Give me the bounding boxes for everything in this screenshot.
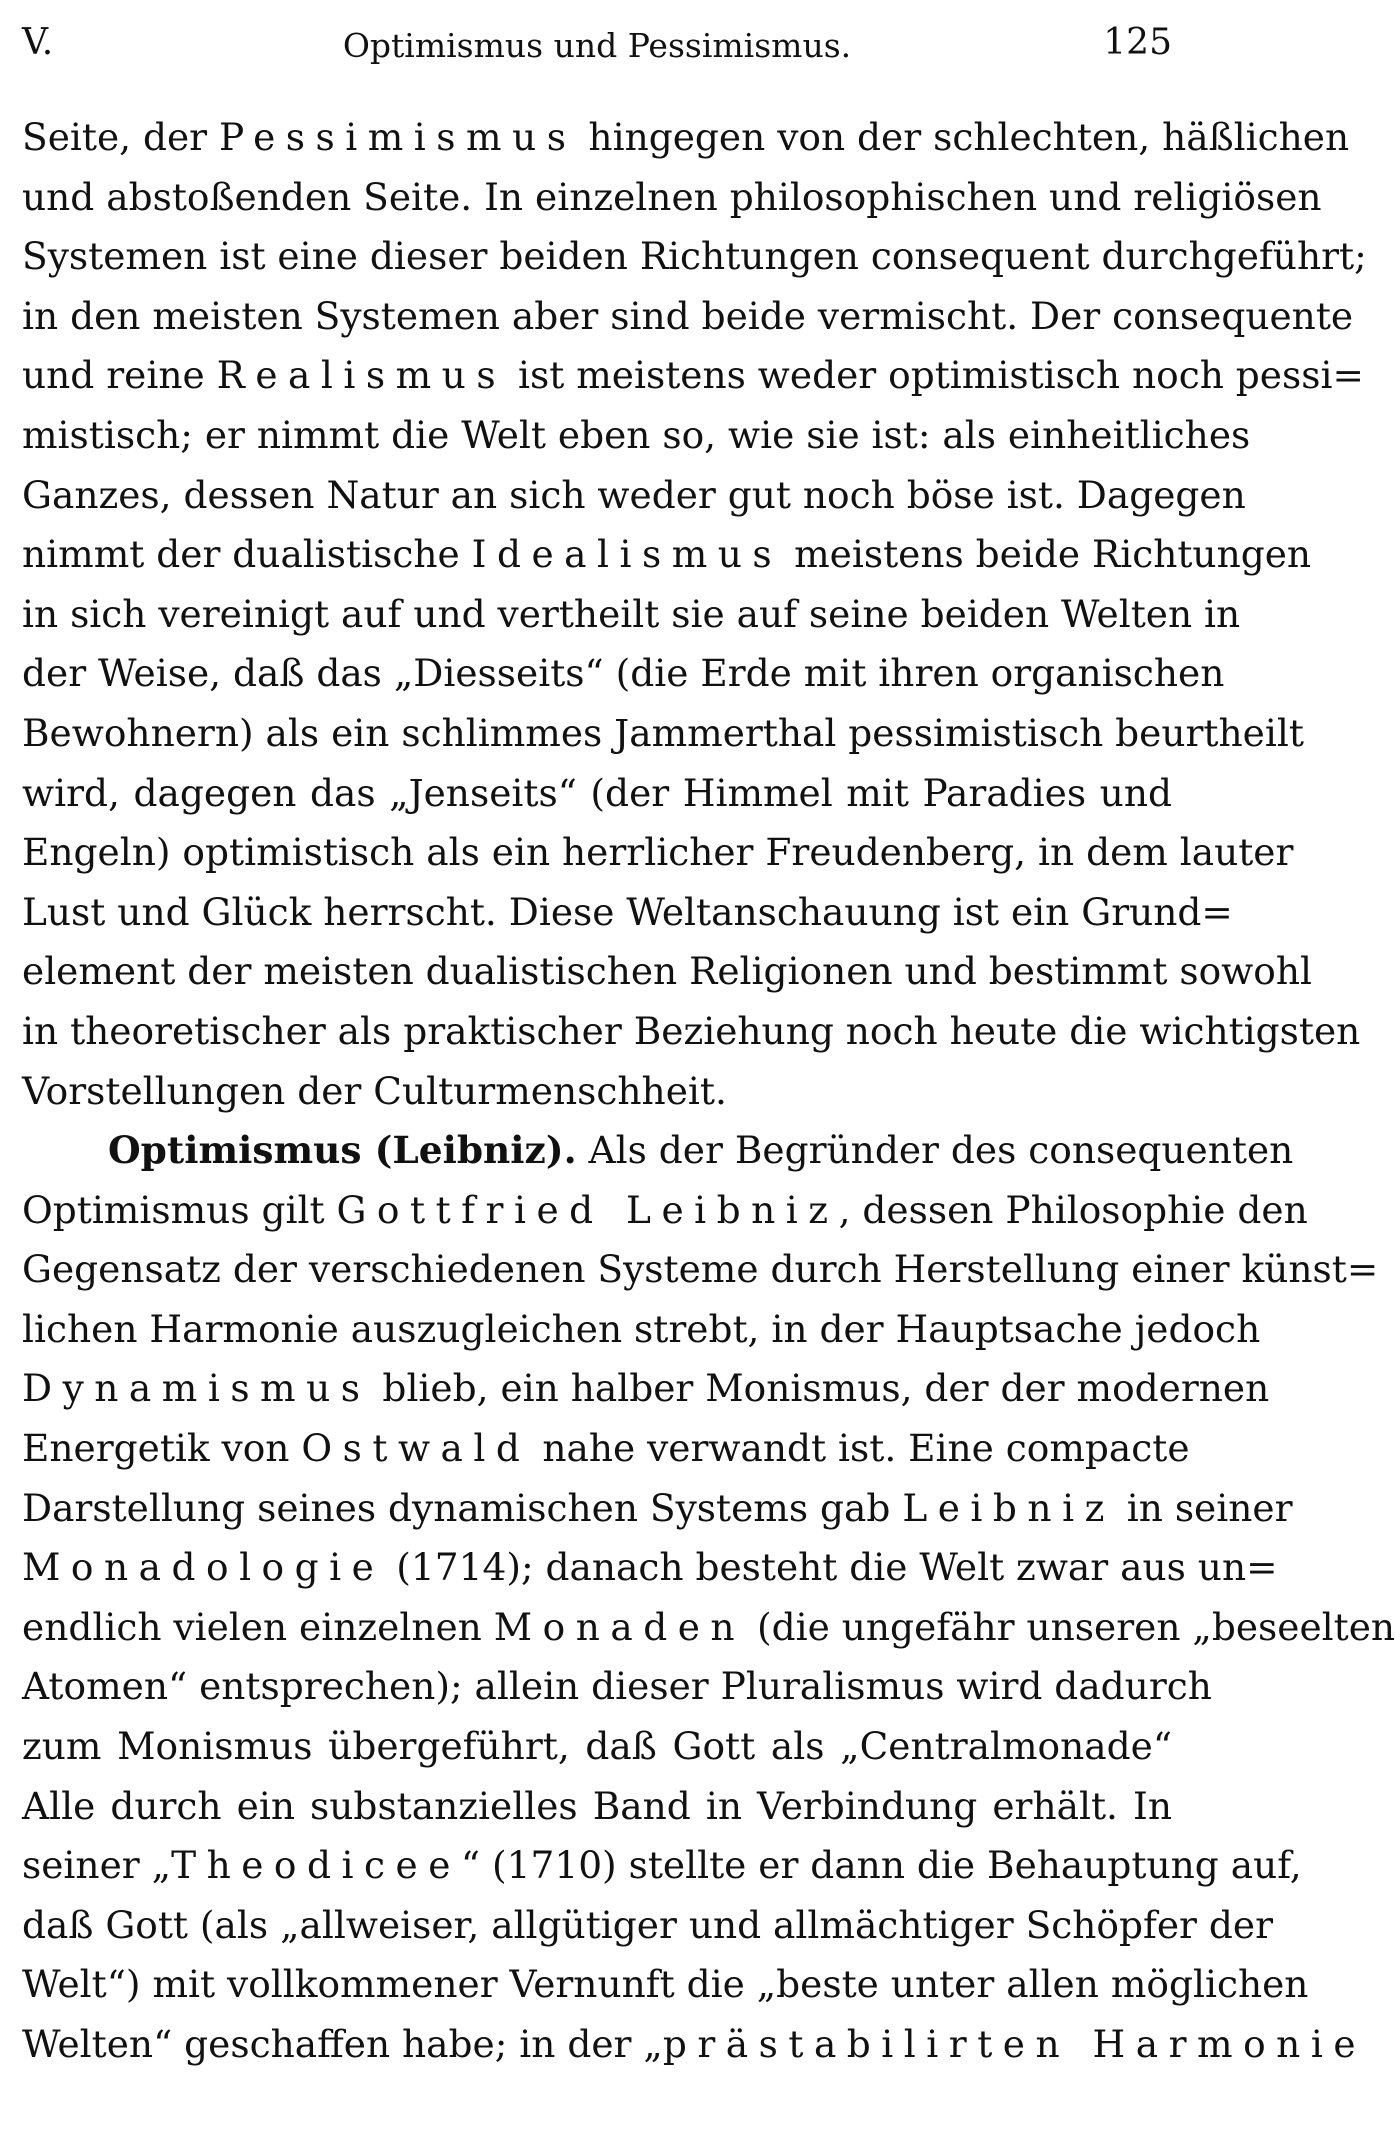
emphasized-term: Idealismus: [471, 532, 783, 577]
text-run: wird, dagegen das „Jenseits“ (der Himmel mit Paradies und: [22, 770, 1172, 815]
text-run: Als der Begründer des consequenten: [576, 1128, 1294, 1173]
text-line: [22, 1300, 1261, 1360]
text-line: [22, 406, 1251, 466]
emphasized-term: Pessimismus: [219, 115, 577, 159]
text-run: und abstoßenden Seite. In einzelnen philosophischen und religiösen: [22, 174, 1322, 219]
text-run: in den meisten Systemen aber sind beide vermischt. Der consequente: [22, 293, 1354, 338]
text-run: in seiner: [1114, 1485, 1293, 1530]
emphasized-term: Ostwald: [301, 1426, 531, 1471]
text-run: Lust und Glück herrscht. Diese Weltanschauung ist ein Grund=: [22, 889, 1233, 934]
text-line: [22, 823, 1294, 883]
text-run: (die ungefähr unseren „beseelten: [745, 1604, 1395, 1649]
emphasized-term: prästabilirten Harmonie: [662, 2022, 1367, 2066]
emphasized-term: Monaden: [493, 1604, 746, 1649]
text-run: Atomen“ entsprechen); allein dieser Pluralismus wird dadurch: [22, 1664, 1212, 1709]
text-run: Gegensatz der verschiedenen Systeme durch Herstellung einer künst=: [22, 1247, 1379, 1292]
text-run: Systemen ist eine dieser beiden Richtungen consequent durchgeführt;: [22, 234, 1367, 279]
text-run: element der meisten dualistischen Religionen und bestimmt sowohl: [22, 949, 1312, 994]
text-run: (1714); danach besteht die Welt zwar aus un=: [384, 1545, 1278, 1590]
text-line: [22, 1717, 1172, 1777]
text-run: der Weise, daß das „Diesseits“ (die Erde mit ihren organischen: [22, 651, 1225, 696]
text-run: nahe verwandt ist. Eine compacte: [530, 1426, 1190, 1471]
text-run: zum Monismus übergeführt, daß Gott als „Centralmonade“: [22, 1724, 1172, 1769]
text-run: lichen Harmonie auszugleichen strebt, in der Hauptsache jedoch: [22, 1306, 1261, 1351]
text-line: [22, 1062, 1172, 1122]
text-line: [22, 287, 1354, 347]
text-line: [22, 1181, 1308, 1241]
text-line: [22, 1359, 1270, 1419]
emphasized-term: Realismus: [216, 353, 507, 398]
text-line: [22, 764, 1172, 824]
text-line: [22, 1777, 1172, 1837]
text-line: [22, 108, 1350, 168]
text-run: “ (1710) stellte er dann die Behauptung auf,: [460, 1843, 1302, 1888]
text-line: [22, 466, 1246, 526]
text-run: , dessen Philosophie den: [838, 1187, 1308, 1232]
text-run: Energetik von: [22, 1426, 302, 1471]
text-line: [22, 883, 1233, 943]
text-line: [22, 585, 1241, 645]
text-run: Engeln) optimistisch als ein herrlicher Freudenberg, in dem lauter: [22, 830, 1294, 875]
text-run: Welt“) mit vollkommener Vernunft die „beste unter allen möglichen: [22, 1962, 1309, 2007]
text-run: endlich vielen einzelnen: [22, 1604, 494, 1649]
text-line: [22, 525, 1312, 585]
text-line: [22, 704, 1304, 764]
text-run: ist meistens weder optimistisch noch pessi=: [506, 353, 1364, 398]
text-line: [22, 1419, 1190, 1479]
text-line: [22, 346, 1364, 406]
text-run: mistisch; er nimmt die Welt eben so, wie sie ist: als einheitliches: [22, 412, 1251, 457]
chapter-number: V.: [22, 22, 54, 63]
section-heading: Optimismus (Leibniz).: [108, 1128, 577, 1173]
text-line: [22, 1598, 1395, 1658]
text-run: Seite, der: [22, 115, 220, 159]
text-line: [22, 227, 1367, 287]
running-header: [22, 22, 1172, 78]
text-run: in theoretischer als praktischer Beziehung noch heute die wichtigsten: [22, 1008, 1361, 1053]
text-run: Ganzes, dessen Natur an sich weder gut noch böse ist. Dagegen: [22, 472, 1246, 517]
text-run: und reine: [22, 353, 217, 398]
text-run: hingegen von der schlechten, häßlichen: [576, 115, 1350, 159]
text-run: Welten“ geschaffen habe; in der „: [22, 2022, 663, 2066]
text-line: [22, 168, 1322, 228]
emphasized-term: Gottfried Leibniz: [336, 1187, 839, 1232]
text-line: [22, 1836, 1302, 1896]
emphasized-term: Theodicee: [171, 1843, 461, 1888]
text-line: [22, 942, 1312, 1002]
page-number: 125: [1103, 22, 1172, 63]
body-text: [22, 108, 1395, 2075]
text-run: in sich vereinigt auf und vertheilt sie auf seine beiden Welten in: [22, 591, 1241, 636]
running-title: Optimismus und Pessimismus.: [342, 26, 852, 65]
text-run: Bewohnern) als ein schlimmes Jammerthal pessimistisch beurtheilt: [22, 710, 1304, 755]
text-line: [22, 1955, 1309, 2015]
text-run: seiner „: [22, 1843, 172, 1888]
text-line: [22, 2015, 1367, 2075]
text-run: nimmt der dualistische: [22, 532, 472, 577]
emphasized-term: Dynamismus: [22, 1366, 371, 1411]
text-line: [22, 644, 1225, 704]
emphasized-term: Leibniz: [902, 1485, 1115, 1530]
text-run: Darstellung seines dynamischen Systems gab: [22, 1485, 903, 1530]
text-run: Optimismus gilt: [22, 1187, 337, 1232]
text-line: [22, 1479, 1293, 1539]
text-line: [22, 1002, 1361, 1062]
text-run: daß Gott (als „allweiser, allgütiger und allmächtiger Schöpfer der: [22, 1902, 1274, 1947]
text-run: blieb, ein halber Monismus, der der modernen: [370, 1366, 1270, 1411]
text-line: [22, 1121, 1294, 1181]
text-line: [22, 1896, 1274, 1956]
text-run: meistens beide Richtungen: [782, 532, 1312, 577]
text-line: [22, 1240, 1379, 1300]
text-run: Alle durch ein substanzielles Band in Verbindung erhält. In: [22, 1783, 1172, 1828]
text-line: [22, 1657, 1212, 1717]
emphasized-term: Monadologie: [22, 1545, 385, 1590]
text-run: Vorstellungen der Culturmenschheit.: [22, 1068, 727, 1113]
text-line: [22, 1538, 1278, 1598]
